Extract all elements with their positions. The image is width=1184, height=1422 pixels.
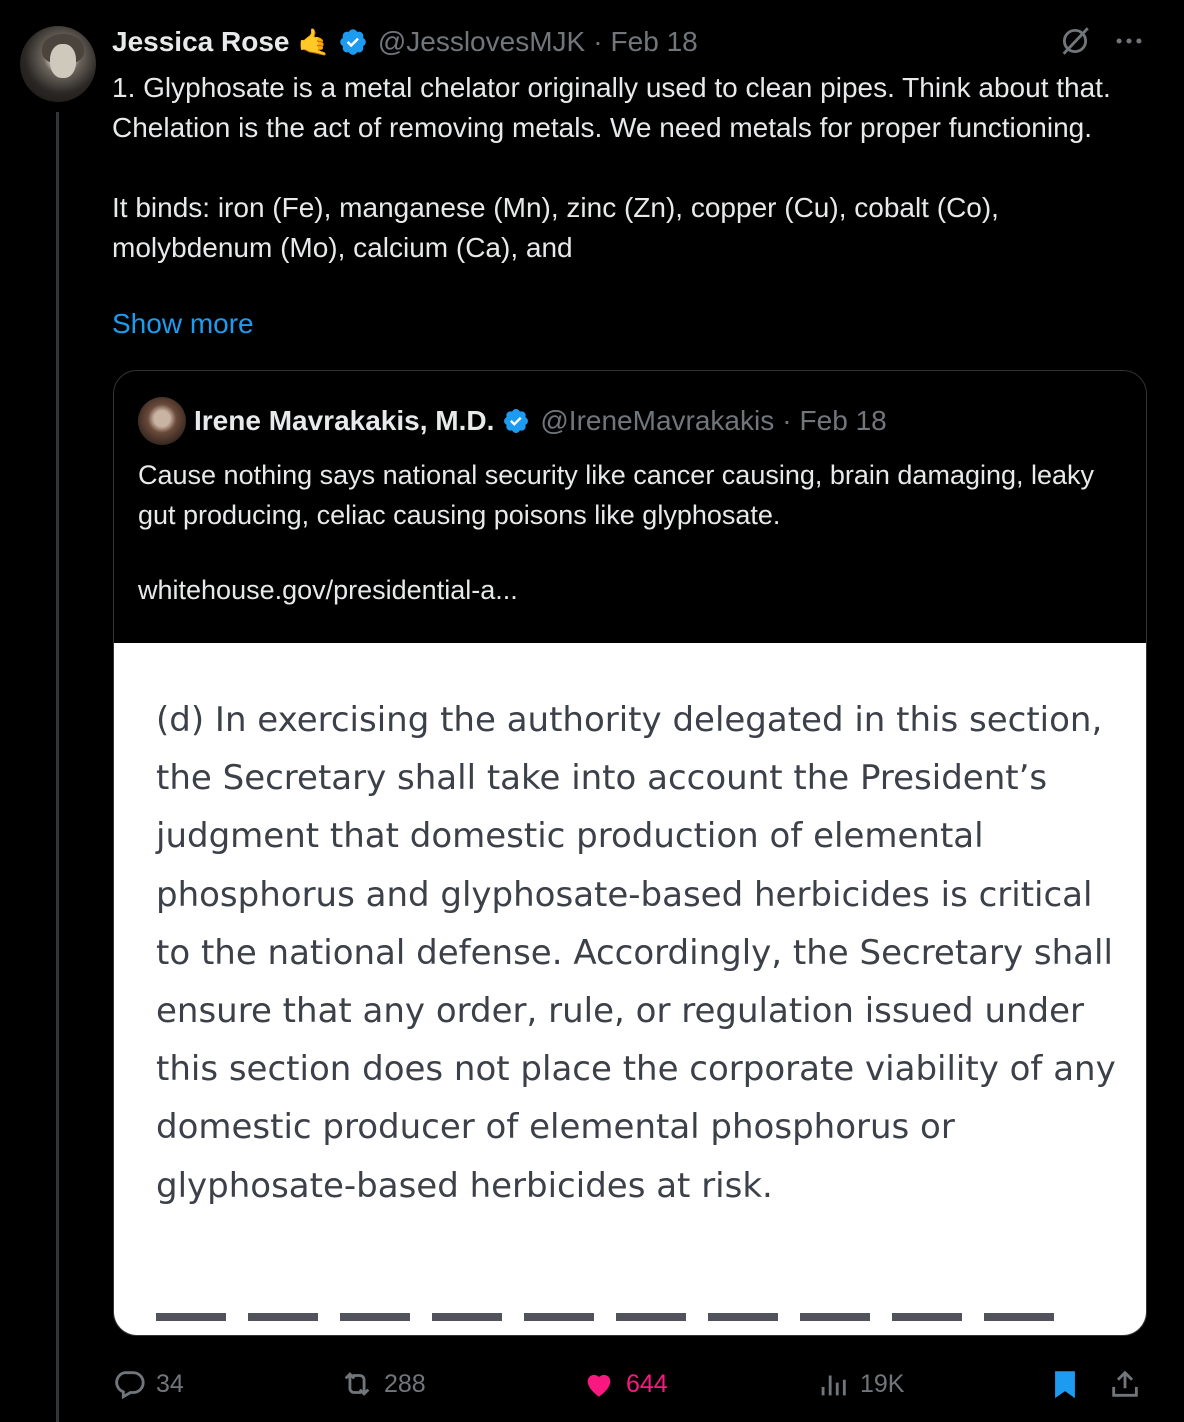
avatar[interactable] [20,26,96,102]
author-handle[interactable]: @JesslovesMJK [377,26,586,57]
like-count: 644 [626,1369,668,1398]
quoted-tweet[interactable] [113,370,1147,1336]
thread-line [56,112,59,1422]
share-button[interactable] [1108,1362,1152,1406]
tweet-header [112,22,1144,62]
tweet-text: 1. Glyphosate is a metal chelator originally used to clean pipes. Think about that. Chelation is the act of removing metals. We need metals for proper functioning. It binds: iron (Fe), manganese (Mn), zinc (Zn), copper (Cu), cobalt (Co), molybdenum (Mo), calcium (Ca), and [112,72,1111,263]
repost-icon [340,1367,374,1401]
repost-button[interactable] [340,1362,426,1406]
quote-image-text: (d) In exercising the authority delegated in this section, the Secretary shall take into account the President’s judgment that domestic production of elemental phosphorus and glyphosate-based herbicides is critical to the national defense. Accordingly, the Secretary shall ensure that any order, rule, or regulation issued under this section does not place the corporate viability of any domestic producer of elemental phosphorus or glyphosate-based herbicides at risk. [156,700,1116,1206]
quote-image[interactable] [114,643,1146,1335]
repost-count: 288 [384,1369,426,1398]
views-button[interactable] [816,1362,904,1406]
quote-header [194,399,887,443]
author-emoji: 🤙 [297,26,330,57]
more-icon[interactable] [1112,24,1146,58]
like-button[interactable] [582,1362,668,1406]
action-bar [112,1362,1152,1406]
verified-badge-icon [502,407,530,435]
quote-image-cut-text [156,1301,1056,1321]
reply-icon [112,1367,146,1401]
heart-icon [582,1367,616,1401]
quote-author-name: Irene Mavrakakis, M.D. [194,405,495,436]
grok-icon[interactable] [1058,24,1092,58]
bookmark-icon [1048,1367,1082,1401]
share-icon [1108,1367,1142,1401]
separator: · [593,26,603,57]
tweet-date[interactable]: Feb 18 [610,26,698,57]
avatar-face [50,44,76,78]
quote-link[interactable]: whitehouse.gov/presidential-a... [138,575,518,605]
bookmark-button[interactable] [1048,1362,1092,1406]
show-more-link[interactable]: Show more [112,308,254,339]
views-count: 19K [860,1369,905,1398]
reply-count: 34 [156,1369,184,1398]
verified-badge-icon [338,27,368,57]
quote-date: Feb 18 [799,405,887,436]
author-name[interactable]: Jessica Rose [112,26,290,57]
quote-avatar[interactable] [138,397,186,445]
reply-button[interactable] [112,1362,184,1406]
separator: · [782,405,792,436]
views-icon [816,1367,850,1401]
quote-author-handle: @IreneMavrakakis [540,405,775,436]
quote-text: Cause nothing says national security like cancer causing, brain damaging, leaky gut producing, celiac causing poisons like glyphosate. [138,460,1095,530]
